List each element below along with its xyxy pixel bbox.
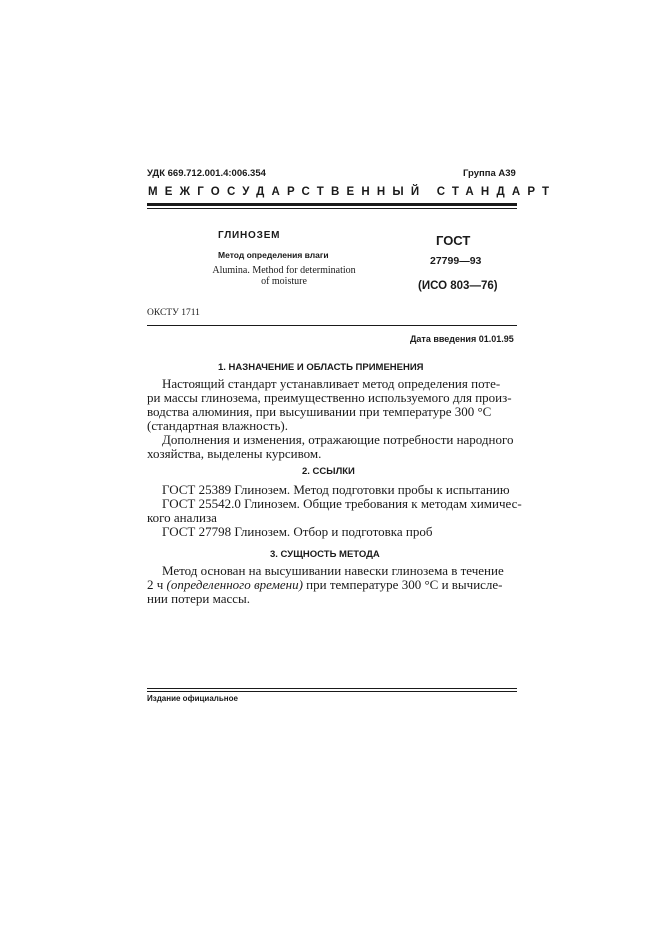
- body-line: водства алюминия, при высушивании при температуре 300 °С: [147, 404, 492, 419]
- body-line: хозяйства, выделены курсивом.: [147, 446, 322, 461]
- body-line: (стандартная влажность).: [147, 418, 288, 433]
- reference-line: ГОСТ 27798 Глинозем. Отбор и подготовка проб: [162, 524, 433, 539]
- banner-rule-thin: [147, 208, 517, 209]
- official-edition-note: Издание официальное: [147, 694, 238, 703]
- section-3-heading: 3. СУЩНОСТЬ МЕТОДА: [270, 549, 380, 560]
- body-line: [147, 578, 515, 592]
- document-title: ГЛИНОЗЕМ: [218, 230, 281, 241]
- body-line: ри массы глинозема, преимущественно используемого для произ-: [147, 390, 512, 405]
- footer-rule-top: [147, 688, 517, 689]
- section-1-heading: 1. НАЗНАЧЕНИЕ И ОБЛАСТЬ ПРИМЕНЕНИЯ: [218, 362, 424, 373]
- subtitle-en-line: Alumina. Method for determination: [212, 265, 356, 276]
- body-italic-text: (определенного времени): [166, 577, 303, 592]
- document-subtitle-ru: Метод определения влаги: [218, 250, 329, 260]
- group-code: Группа А39: [463, 168, 516, 179]
- section-2-body: [147, 482, 522, 539]
- okstu-code: ОКСТУ 1711: [147, 308, 200, 318]
- reference-line: ГОСТ 25389 Глинозем. Метод подготовки пробы к испытанию: [162, 482, 510, 497]
- reference-line: кого анализа: [147, 510, 217, 525]
- document-subtitle-en: [204, 265, 364, 287]
- gost-label: ГОСТ: [436, 233, 471, 248]
- okstu-rule: [147, 325, 517, 326]
- section-1-body: [147, 377, 515, 461]
- body-text: 2 ч: [147, 577, 164, 592]
- iso-reference: (ИСО 803—76): [418, 280, 498, 292]
- section-3-body: [147, 564, 515, 606]
- banner-rule-thick: [147, 203, 517, 206]
- body-line: Настоящий стандарт устанавливает метод определения поте-: [162, 376, 501, 391]
- gost-number: 27799—93: [430, 255, 482, 267]
- section-2-heading: 2. ССЫЛКИ: [302, 466, 355, 477]
- body-line: нии потери массы.: [147, 591, 250, 606]
- body-line: Метод основан на высушивании навески глинозема в течение: [162, 563, 504, 578]
- udk-code: УДК 669.712.001.4:006.354: [147, 168, 266, 179]
- interstate-standard-banner: МЕЖГОСУДАРСТВЕННЫЙ СТАНДАРТ: [148, 186, 557, 198]
- body-line: Дополнения и изменения, отражающие потребности народного: [162, 432, 514, 447]
- subtitle-en-line: of moisture: [261, 276, 307, 287]
- body-text: при температуре 300 °С и вычисле-: [306, 577, 503, 592]
- footer-rule-bottom: [147, 691, 517, 692]
- introduction-date: Дата введения 01.01.95: [410, 334, 514, 344]
- reference-line: ГОСТ 25542.0 Глинозем. Общие требования к методам химичес-: [162, 496, 522, 511]
